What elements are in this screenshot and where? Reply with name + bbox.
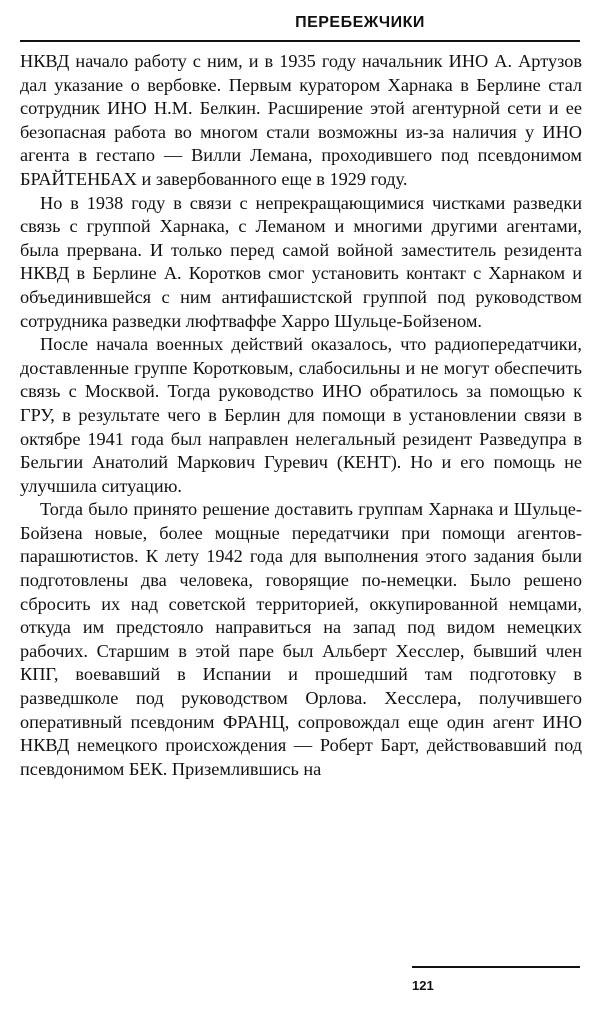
page-number: 121 bbox=[412, 978, 434, 993]
paragraph-continued: НКВД начало работу с ним, и в 1935 году начальник ИНО А. Артузов дал указание о вербовке. Первым куратором Харнака в Берлине стал сотрудник ИНО Н.М. Белкин. Расширение этой агентурной сети и ее безопасная работа во многом стали возможны из-за наличия у ИНО агента в гестапо — Вилли Лемана, проходившего под псевдонимом БРАЙТЕНБАХ и завербованного еще в 1929 году. bbox=[20, 51, 582, 189]
footer-divider bbox=[412, 966, 580, 968]
paragraph: После начала военных действий оказалось, что радиопередатчики, доставленные группе Коротковым, слабосильны и не могут обеспечить связь с Москвой. Тогда руководство ИНО обратилось за помощью к ГРУ, в результате чего в Берлин для помощи в установлении связи в октябре 1941 года был направлен нелегальный резидент Разведупра в Бельгии Анатолий Маркович Гуревич (КЕНТ). Но и его помощь не улучшила ситуацию. bbox=[20, 334, 582, 496]
running-header-title: ПЕРЕБЕЖЧИКИ bbox=[295, 14, 425, 31]
body-text bbox=[20, 50, 582, 781]
paragraph: Но в 1938 году в связи с непрекращающимися чистками разведки связь с группой Харнака, с Леманом и многими другими агентами, была прервана. И только перед самой войной заместитель резидента НКВД в Берлине А. Коротков смог установить контакт с Харнаком и объединившейся с ним антифашистской группой под руководством сотрудника разведки люфтваффе Харро Шульце-Бойзеном. bbox=[20, 192, 582, 331]
header-divider bbox=[20, 40, 580, 42]
paragraph: Тогда было принято решение доставить группам Харнака и Шульце-Бойзена новые, более мощные передатчики при помощи агентов-парашютистов. К лету 1942 года для выполнения этого задания были подготовлены два человека, говорящие по-немецки. Было решено сбросить их над советской территорией, оккупированной немцами, откуда им предстояло направиться на запад под видом немецких рабочих. Старшим в этой паре был Альберт Хесслер, бывший член КПГ, воевавший в Испании и прошедший там подготовку в разведшколе под руководством Орлова. Хесслера, получившего оперативный псевдоним ФРАНЦ, сопровождал еще один агент ИНО НКВД немецкого происхождения — Роберт Барт, действовавший под псевдонимом БЕК. Приземлившись на bbox=[20, 499, 582, 779]
